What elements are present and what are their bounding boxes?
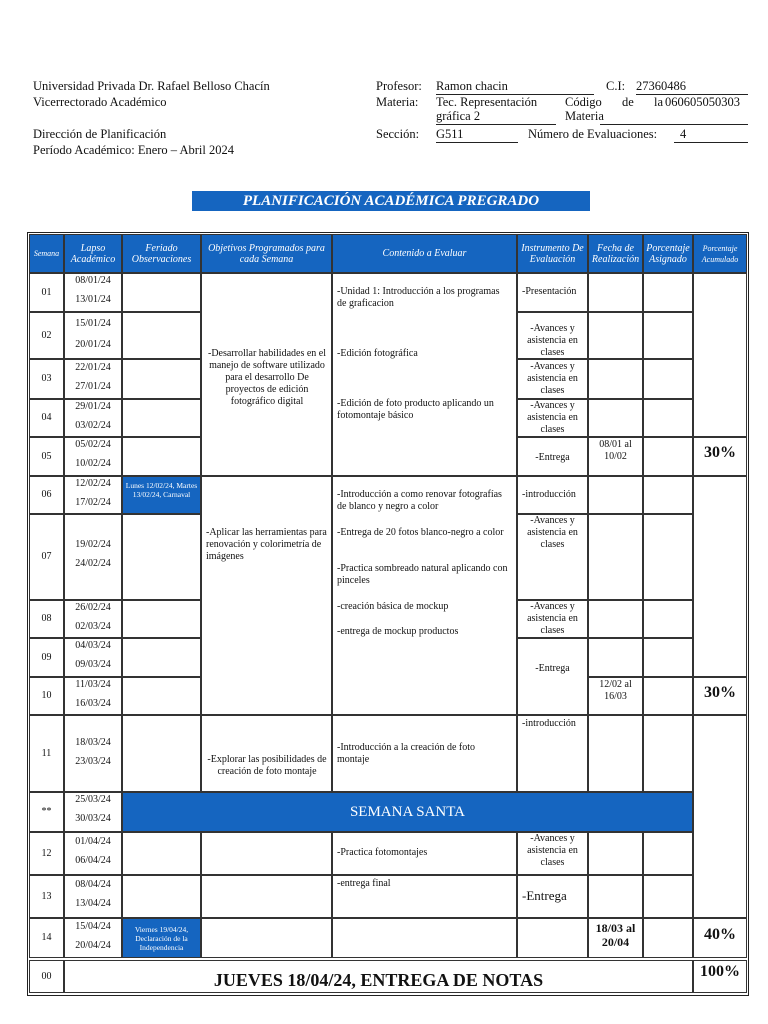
porcentaje-cell bbox=[643, 918, 693, 958]
fecha-cell bbox=[588, 832, 643, 875]
week-number: 13 bbox=[29, 875, 64, 918]
objetivo-3: -Explorar las posibilidades de creación de foto montaje bbox=[201, 715, 332, 792]
porcentaje-cell bbox=[643, 359, 693, 399]
porcentaje-cell bbox=[643, 476, 693, 514]
instrumento-cell: -introducción bbox=[517, 476, 588, 514]
fecha-cell bbox=[588, 715, 643, 792]
contenido-cell bbox=[332, 918, 517, 958]
instrumento-cell bbox=[517, 918, 588, 958]
objetivo-cell bbox=[201, 832, 332, 875]
week-number: 03 bbox=[29, 359, 64, 399]
fecha-cell bbox=[588, 638, 643, 677]
fecha-cell: 08/01 al 10/02 bbox=[588, 437, 643, 476]
contenido-block-3 bbox=[332, 715, 517, 792]
porcentaje-cell bbox=[643, 677, 693, 715]
week-number: 05 bbox=[29, 437, 64, 476]
lapso-cell bbox=[64, 273, 122, 312]
lapso-end: 06/04/24 bbox=[75, 855, 111, 866]
lapso-end: 13/04/24 bbox=[75, 898, 111, 909]
seccion-label: Sección: bbox=[376, 127, 420, 141]
acumulado-cell bbox=[693, 476, 747, 677]
fecha-cell bbox=[588, 399, 643, 437]
instrumento-cell: -Entrega bbox=[517, 638, 588, 715]
feriado-cell bbox=[122, 359, 201, 399]
instrumento-cell: -Avances y asistencia en clases bbox=[517, 399, 588, 437]
lapso-end: 03/02/24 bbox=[75, 420, 111, 431]
objetivo-1: -Desarrollar habilidades en el manejo de software utilizado para el desarrollo De proyectos de edición fotográfico digital bbox=[201, 273, 332, 476]
objetivo-cell bbox=[201, 875, 332, 918]
academic-period: Período Académico: Enero – Abril 2024 bbox=[33, 143, 235, 157]
fecha-cell: 18/03 al 20/04 bbox=[588, 918, 643, 958]
instrumento-cell: -Presentación bbox=[517, 273, 588, 312]
lapso-start: 01/04/24 bbox=[75, 836, 111, 847]
fecha-cell bbox=[588, 312, 643, 359]
contenido-item: -Introducción a como renovar fotografías de blanco y negro a color bbox=[337, 489, 502, 512]
codigo-underline bbox=[600, 124, 748, 125]
lapso-start: 05/02/24 bbox=[75, 439, 111, 450]
instrumento-cell: -Avances y asistencia en clases bbox=[517, 514, 588, 600]
week-number: 10 bbox=[29, 677, 64, 715]
lapso-end: 24/02/24 bbox=[75, 558, 111, 569]
semana-santa-bar: SEMANA SANTA bbox=[122, 792, 693, 832]
codigo-label-2: Materia bbox=[565, 109, 604, 123]
fecha-cell bbox=[588, 514, 643, 600]
lapso-start: 12/02/24 bbox=[75, 478, 111, 489]
ci-value: 27360486 bbox=[636, 78, 748, 95]
week-number: 06 bbox=[29, 476, 64, 514]
lapso-cell bbox=[64, 792, 122, 832]
fecha-cell bbox=[588, 476, 643, 514]
lapso-start: 04/03/24 bbox=[75, 640, 111, 651]
profesor-value: Ramon chacin bbox=[436, 78, 594, 95]
planning-direction: Dirección de Planificación bbox=[33, 127, 167, 141]
week-number: 07 bbox=[29, 514, 64, 600]
fecha-cell bbox=[588, 600, 643, 638]
lapso-start: 26/02/24 bbox=[75, 602, 111, 613]
contenido-item: -Edición fotográfica bbox=[337, 348, 418, 359]
codigo-value: 060605050303 bbox=[665, 95, 740, 109]
contenido-item: -entrega final bbox=[337, 878, 391, 889]
feriado-cell bbox=[122, 514, 201, 600]
fecha-cell bbox=[588, 273, 643, 312]
num-eval-value: 4 bbox=[674, 126, 748, 143]
porcentaje-cell bbox=[643, 875, 693, 918]
porcentaje-cell bbox=[643, 715, 693, 792]
lapso-cell bbox=[64, 514, 122, 600]
acumulado-value: 30% bbox=[693, 677, 747, 715]
lapso-end: 10/02/24 bbox=[75, 458, 111, 469]
lapso-cell bbox=[64, 875, 122, 918]
fecha-cell bbox=[588, 359, 643, 399]
feriado-cell bbox=[122, 638, 201, 677]
header-fecha: Fecha de Realización bbox=[588, 234, 643, 273]
lapso-start: 15/04/24 bbox=[75, 921, 111, 932]
materia-value-1: Tec. Representación bbox=[436, 95, 538, 109]
acumulado-value: 100% bbox=[693, 960, 747, 993]
feriado-independencia: Viernes 19/04/24, Declaración de la Independencia bbox=[122, 918, 201, 958]
contenido-item: -entrega de mockup productos bbox=[337, 626, 459, 637]
header-acumulado: Porcentaje Acumulado bbox=[693, 234, 747, 273]
feriado-cell bbox=[122, 312, 201, 359]
feriado-cell bbox=[122, 715, 201, 792]
lapso-start: 29/01/24 bbox=[75, 401, 111, 412]
porcentaje-cell bbox=[643, 638, 693, 677]
porcentaje-cell bbox=[643, 312, 693, 359]
lapso-start: 19/02/24 bbox=[75, 539, 111, 550]
fecha-cell: 12/02 al 16/03 bbox=[588, 677, 643, 715]
lapso-end: 23/03/24 bbox=[75, 756, 111, 767]
contenido-block-1 bbox=[332, 273, 517, 476]
codigo-label-1: Código de la bbox=[565, 95, 663, 109]
lapso-end: 16/03/24 bbox=[75, 698, 111, 709]
contenido-item: -Unidad 1: Introducción a los programas de graficacion bbox=[337, 286, 500, 309]
lapso-cell bbox=[64, 832, 122, 875]
contenido-item: -Practica fotomontajes bbox=[337, 847, 428, 858]
porcentaje-cell bbox=[643, 600, 693, 638]
header-objetivos: Objetivos Programados para cada Semana bbox=[201, 234, 332, 273]
institution-name: Universidad Privada Dr. Rafael Belloso Chacín bbox=[33, 79, 270, 93]
contenido-item: -Edición de foto producto aplicando un fotomontaje básico bbox=[337, 398, 494, 421]
header-feriado: Feriado Observaciones bbox=[122, 234, 201, 273]
feriado-cell bbox=[122, 273, 201, 312]
week-number: ** bbox=[29, 792, 64, 832]
num-eval-label: Número de Evaluaciones: bbox=[528, 127, 658, 141]
porcentaje-cell bbox=[643, 832, 693, 875]
instrumento-cell: -Entrega bbox=[517, 875, 588, 918]
acumulado-value: 40% bbox=[693, 918, 747, 958]
lapso-end: 20/01/24 bbox=[75, 339, 111, 350]
contenido-block-2 bbox=[332, 476, 517, 715]
acumulado-cell bbox=[693, 273, 747, 437]
objetivo-cell bbox=[201, 918, 332, 958]
instrumento-cell: -Avances y asistencia en clases bbox=[517, 600, 588, 638]
objetivo-2: -Aplicar las herramientas para renovación y colorimetría de imágenes bbox=[201, 476, 332, 715]
contenido-item: -Introducción a la creación de foto montaje bbox=[337, 742, 475, 765]
lapso-end: 17/02/24 bbox=[75, 497, 111, 508]
lapso-start: 08/04/24 bbox=[75, 879, 111, 890]
header-contenido: Contenido a Evaluar bbox=[332, 234, 517, 273]
porcentaje-cell bbox=[643, 399, 693, 437]
week-number: 11 bbox=[29, 715, 64, 792]
week-number: 12 bbox=[29, 832, 64, 875]
lapso-end: 09/03/24 bbox=[75, 659, 111, 670]
week-number: 01 bbox=[29, 273, 64, 312]
feriado-cell bbox=[122, 832, 201, 875]
lapso-start: 25/03/24 bbox=[75, 794, 111, 805]
lapso-end: 20/04/24 bbox=[75, 940, 111, 951]
lapso-end: 27/01/24 bbox=[75, 381, 111, 392]
profesor-label: Profesor: bbox=[376, 79, 422, 93]
lapso-cell bbox=[64, 359, 122, 399]
materia-label: Materia: bbox=[376, 95, 419, 109]
week-number: 08 bbox=[29, 600, 64, 638]
feriado-cell bbox=[122, 875, 201, 918]
lapso-cell bbox=[64, 600, 122, 638]
planning-banner: PLANIFICACIÓN ACADÉMICA PREGRADO bbox=[192, 191, 590, 211]
instrumento-cell: -introducción bbox=[517, 715, 588, 792]
entrega-notas-row: JUEVES 18/04/24, ENTREGA DE NOTAS bbox=[64, 960, 693, 993]
lapso-start: 22/01/24 bbox=[75, 362, 111, 373]
instrumento-cell: -Avances y asistencia en clases bbox=[517, 359, 588, 399]
ci-label: C.I: bbox=[606, 79, 626, 93]
lapso-cell bbox=[64, 399, 122, 437]
porcentaje-cell bbox=[643, 514, 693, 600]
lapso-start: 08/01/24 bbox=[75, 275, 111, 286]
lapso-end: 30/03/24 bbox=[75, 813, 111, 824]
acumulado-cell bbox=[693, 715, 747, 918]
contenido-cell bbox=[332, 832, 517, 875]
lapso-cell bbox=[64, 437, 122, 476]
seccion-value: G511 bbox=[436, 126, 518, 143]
lapso-start: 18/03/24 bbox=[75, 737, 111, 748]
lapso-cell bbox=[64, 476, 122, 514]
feriado-cell bbox=[122, 437, 201, 476]
instrumento-cell: -Avances y asistencia en clases bbox=[517, 312, 588, 359]
lapso-end: 02/03/24 bbox=[75, 621, 111, 632]
lapso-end: 13/01/24 bbox=[75, 294, 111, 305]
feriado-cell bbox=[122, 677, 201, 715]
header-semana: Semana bbox=[29, 234, 64, 273]
lapso-cell bbox=[64, 918, 122, 958]
feriado-cell bbox=[122, 399, 201, 437]
week-number: 14 bbox=[29, 918, 64, 958]
instrumento-cell: -Entrega bbox=[517, 437, 588, 476]
lapso-start: 11/03/24 bbox=[75, 679, 111, 690]
instrumento-cell: -Avances y asistencia en clases bbox=[517, 832, 588, 875]
header-porcentaje: Porcentaje Asignado bbox=[643, 234, 693, 273]
contenido-cell bbox=[332, 875, 517, 918]
contenido-item: -creación básica de mockup bbox=[337, 601, 449, 612]
porcentaje-cell bbox=[643, 437, 693, 476]
lapso-cell bbox=[64, 715, 122, 792]
week-number: 09 bbox=[29, 638, 64, 677]
lapso-cell bbox=[64, 312, 122, 359]
materia-value-2: gráfica 2 bbox=[436, 108, 556, 125]
week-number: 02 bbox=[29, 312, 64, 359]
header-instrumento: Instrumento De Evaluación bbox=[517, 234, 588, 273]
porcentaje-cell bbox=[643, 273, 693, 312]
lapso-cell bbox=[64, 638, 122, 677]
lapso-start: 15/01/24 bbox=[75, 318, 111, 329]
week-number: 00 bbox=[29, 960, 64, 993]
fecha-cell bbox=[588, 875, 643, 918]
vice-rectorate: Vicerrectorado Académico bbox=[33, 95, 167, 109]
header-lapso: Lapso Académico bbox=[64, 234, 122, 273]
contenido-item: -Practica sombreado natural aplicando con pinceles bbox=[337, 563, 508, 586]
acumulado-value: 30% bbox=[693, 437, 747, 476]
feriado-carnaval: Lunes 12/02/24, Martes 13/02/24, Carnaval bbox=[122, 476, 201, 514]
contenido-item: -Entrega de 20 fotos blanco-negro a color bbox=[337, 527, 504, 538]
week-number: 04 bbox=[29, 399, 64, 437]
lapso-cell bbox=[64, 677, 122, 715]
feriado-cell bbox=[122, 600, 201, 638]
